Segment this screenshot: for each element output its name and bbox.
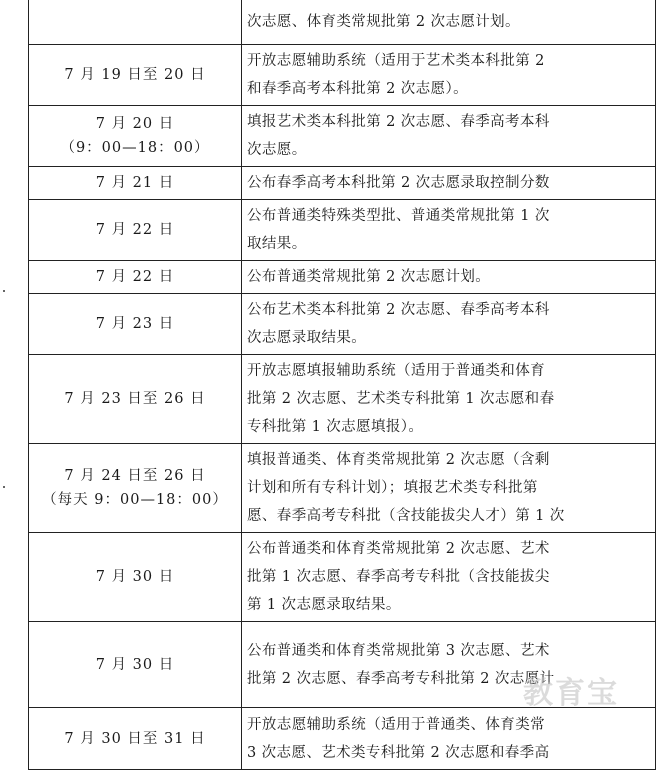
date-cell xyxy=(29,708,242,770)
schedule-row xyxy=(29,106,656,167)
admission-schedule-table xyxy=(28,0,656,770)
description-text: 填报艺术类本科批第 2 次志愿、春季高考本科 xyxy=(247,114,550,130)
schedule-row xyxy=(29,622,656,708)
date-text: （9：00—18：00） xyxy=(60,140,210,156)
description-text: 第 1 次志愿录取结果。 xyxy=(247,597,401,613)
description-cell xyxy=(242,355,656,444)
margin-mark xyxy=(3,486,5,488)
description-text: 公布普通类和体育类常规批第 3 次志愿、艺术 xyxy=(247,642,550,659)
date-text: 7 月 19 日至 20 日 xyxy=(64,67,206,83)
schedule-row xyxy=(29,355,656,444)
date-text: 7 月 20 日 xyxy=(95,116,175,132)
date-cell xyxy=(29,261,242,294)
date-cell xyxy=(29,294,242,355)
description-text: 专科批第 1 次志愿填报）。 xyxy=(247,419,424,435)
description-text: 公布春季高考本科批第 2 次志愿录取控制分数 xyxy=(247,175,550,191)
date-text: 7 月 22 日 xyxy=(95,269,175,285)
date-cell xyxy=(29,106,242,167)
date-text: 7 月 22 日 xyxy=(95,222,175,238)
schedule-row xyxy=(29,261,656,294)
schedule-row xyxy=(29,533,656,622)
description-text: 公布普通类和体育类常规批第 2 次志愿、艺术 xyxy=(247,541,550,557)
description-text: 开放志愿辅助系统（适用于艺术类本科批第 2 xyxy=(247,53,545,69)
description-cell xyxy=(242,106,656,167)
description-cell xyxy=(242,200,656,261)
schedule-row xyxy=(29,294,656,355)
schedule-row xyxy=(29,167,656,200)
description-text: 和春季高考本科批第 2 次志愿）。 xyxy=(247,81,468,97)
description-text: 公布普通类特殊类型批、普通类常规批第 1 次 xyxy=(247,208,550,224)
schedule-row xyxy=(29,0,656,45)
margin-mark xyxy=(3,290,5,292)
description-text: 批第 2 次志愿、春季高考专科批第 2 次志愿计 xyxy=(247,670,555,687)
description-text: 次志愿录取结果。 xyxy=(247,330,367,346)
date-cell xyxy=(29,444,242,533)
description-text: 批第 1 次志愿、春季高考专科批（含技能拔尖 xyxy=(247,569,550,585)
schedule-row xyxy=(29,444,656,533)
description-cell xyxy=(242,622,656,708)
date-cell xyxy=(29,167,242,200)
date-text: 7 月 23 日至 26 日 xyxy=(64,391,206,407)
description-text: 填报普通类、体育类常规批第 2 次志愿（含剩 xyxy=(247,452,550,468)
date-text: （每天 9：00—18：00） xyxy=(42,492,228,508)
description-cell xyxy=(242,294,656,355)
description-text: 公布艺术类本科批第 2 次志愿、春季高考本科 xyxy=(247,302,550,318)
site-watermark: 教育宝 xyxy=(523,676,619,711)
date-cell xyxy=(29,45,242,106)
schedule-row xyxy=(29,45,656,106)
description-cell xyxy=(242,0,656,45)
description-text: 批第 2 次志愿、艺术类专科批第 1 次志愿和春 xyxy=(247,391,555,407)
date-text: 7 月 21 日 xyxy=(95,175,175,191)
description-text: 取结果。 xyxy=(247,236,307,252)
date-text: 7 月 24 日至 26 日 xyxy=(64,468,206,484)
date-text: 7 月 30 日至 31 日 xyxy=(64,730,206,747)
description-cell xyxy=(242,167,656,200)
description-cell xyxy=(242,708,656,770)
description-text: 次志愿、体育类常规批第 2 次志愿计划。 xyxy=(247,13,520,30)
description-text: 计划和所有专科计划）；填报艺术类专科批第 xyxy=(247,480,538,496)
date-cell xyxy=(29,622,242,708)
description-cell xyxy=(242,261,656,294)
date-cell xyxy=(29,0,242,45)
description-text: 次志愿。 xyxy=(247,142,307,158)
date-cell xyxy=(29,533,242,622)
description-text: 开放志愿辅助系统（适用于普通类、体育类常 xyxy=(247,716,545,733)
description-cell xyxy=(242,45,656,106)
schedule-row xyxy=(29,200,656,261)
date-text: 7 月 23 日 xyxy=(95,316,175,332)
description-text: 开放志愿填报辅助系统（适用于普通类和体育 xyxy=(247,363,545,379)
schedule-row xyxy=(29,708,656,770)
date-text: 7 月 30 日 xyxy=(95,569,175,585)
description-cell xyxy=(242,444,656,533)
description-text: 愿、春季高考专科批（含技能拔尖人才）第 1 次 xyxy=(247,508,565,524)
description-text: 3 次志愿、艺术类专科批第 2 次志愿和春季高 xyxy=(247,744,550,761)
date-text: 7 月 30 日 xyxy=(95,656,175,673)
description-text: 公布普通类常规批第 2 次志愿计划。 xyxy=(247,269,491,285)
description-cell xyxy=(242,533,656,622)
date-cell xyxy=(29,200,242,261)
date-cell xyxy=(29,355,242,444)
